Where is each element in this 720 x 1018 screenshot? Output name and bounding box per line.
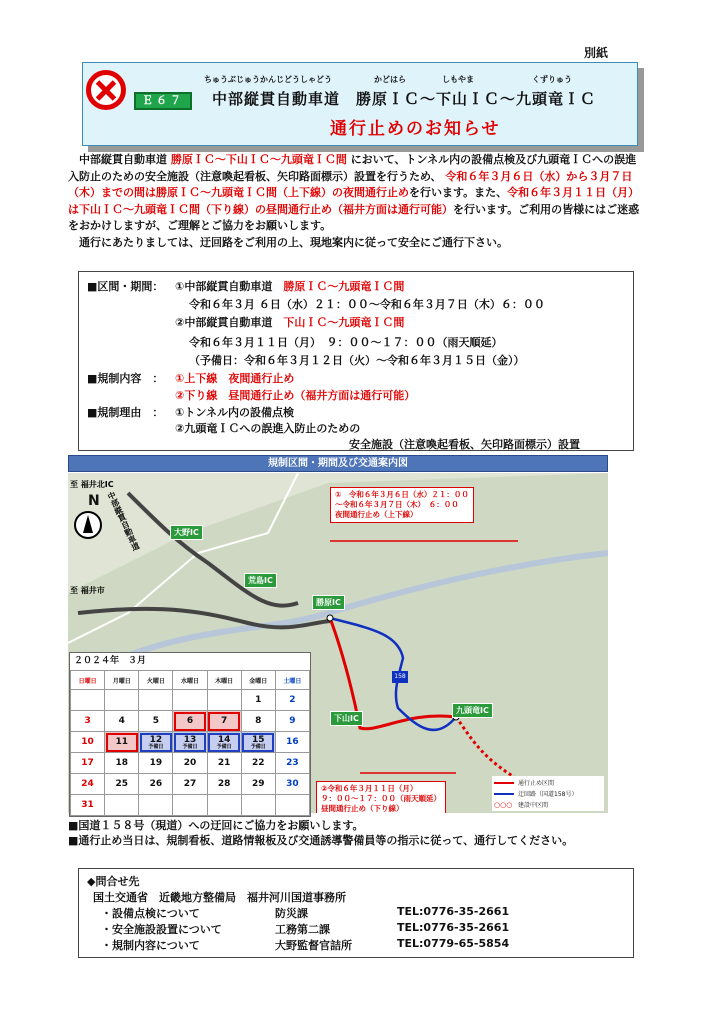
no-entry-icon [86, 70, 126, 110]
reason2: ②九頭竜ＩＣへの誤進入防止のための [175, 422, 361, 435]
cal-day-reserve [241, 732, 275, 753]
callout-1-line2: ～令和６年３月７日（木） ６：００ [335, 500, 459, 509]
callout-1-line3: 夜間通行止め（上下線） [335, 510, 418, 519]
north-arrow-icon [74, 511, 102, 539]
cal-day: 16 [275, 732, 309, 753]
cal-day [105, 690, 139, 711]
callout-1 [330, 487, 474, 523]
reserve-label: 予備日 [250, 743, 266, 750]
cal-day: 5 [139, 711, 173, 732]
cal-day [139, 690, 173, 711]
to-fukui-city: 至 福井市 [70, 586, 105, 595]
calendar [69, 652, 311, 817]
item2 [175, 314, 404, 330]
cal-day: 17 [71, 753, 105, 774]
intro-day-closure: 令和６年３月１１日（月）は下山ＩＣ～九頭竜ＩＣ間（下り線）の昼間通行止め（福井方面は通行可能） [68, 186, 640, 216]
cal-day: 22 [241, 753, 275, 774]
contact-org: 国土交通省 近畿地方整備局 福井河川国道事務所 [93, 891, 346, 904]
contact-tel: TEL:0776-35-2661 [397, 905, 510, 918]
cal-day-reserve [139, 732, 173, 753]
cal-day: 2 [275, 690, 309, 711]
ruby-route: ちゅうぶじゅうかんじどうしゃどう [204, 75, 332, 84]
notes [68, 818, 640, 848]
ic-katsuhara: 勝原IC [312, 595, 345, 610]
note-detour: ■国道１５８号（現道）への迂回にご協力をお願いします。 [68, 819, 364, 832]
legend-detour-swatch [494, 793, 514, 795]
weekday-mon: 月曜日 [105, 671, 139, 690]
cal-day: 20 [173, 753, 207, 774]
contact-topic: ・規制内容について [101, 939, 200, 952]
cal-day [139, 795, 173, 816]
legend-construction [494, 800, 602, 809]
cal-day: 23 [275, 753, 309, 774]
reason-label: ■規制理由 ： [87, 406, 164, 419]
cal-day: 4 [105, 711, 139, 732]
cal-day: 9 [275, 711, 309, 732]
cal-day [173, 795, 207, 816]
ruby-shimoyama: しもやま [442, 75, 474, 84]
cal-day-reserve [173, 732, 207, 753]
weekday-wed: 水曜日 [173, 671, 207, 690]
note-instructions: ■通行止め当日は、規制看板、道路情報板及び交通誘導警備員等の指示に従って、通行してください。 [68, 834, 574, 847]
contact-title: ◆問合せ先 [87, 875, 140, 888]
contact-dept: 防災課 [275, 907, 308, 920]
contact-tel: TEL:0779-65-5854 [397, 937, 510, 950]
content1: ①上下線 夜間通行止め [175, 372, 295, 385]
weekday-sat: 土曜日 [275, 671, 309, 690]
reserve-label: 予備日 [216, 743, 232, 750]
cal-day: 8 [241, 711, 275, 732]
cal-day: 18 [105, 753, 139, 774]
cal-day [241, 795, 275, 816]
contact-dept: 工務第二課 [275, 923, 330, 936]
item1 [175, 278, 404, 294]
section-label: ■区間・期間： [87, 280, 164, 293]
katsuhara-point [327, 615, 333, 621]
route-158-sign: 158 [392, 671, 408, 683]
ic-kuzuryu: 九頭竜IC [452, 703, 493, 718]
cal-day: 3 [71, 711, 105, 732]
info-box [78, 271, 634, 451]
callout-2-line2: ９：００～１７：００（雨天順延） [321, 794, 441, 803]
item2-date: 令和６年３月１１日（月） ９：００～１７：００（雨天順延） [189, 336, 503, 349]
callout-2-line3: 昼間通行止め（下り線） [321, 804, 404, 813]
north-arrow-label: N [88, 493, 100, 509]
cal-day-number: 13 [183, 734, 197, 745]
cal-day [173, 690, 207, 711]
cal-day [207, 795, 241, 816]
cal-day-day-closure: 11 [105, 732, 139, 753]
route-name: 中部縦貫自動車道 [105, 490, 142, 552]
cal-day: 30 [275, 774, 309, 795]
cal-day: 24 [71, 774, 105, 795]
weekday-tue: 火曜日 [139, 671, 173, 690]
reserve-label: 予備日 [148, 743, 164, 750]
item1-route: ①中部縦貫自動車道 [175, 280, 273, 293]
reason2b: 安全施設（注意喚起看板、矢印路面標示）設置 [349, 438, 580, 451]
cal-day: 1 [241, 690, 275, 711]
calendar-table [70, 670, 310, 816]
item1-date: 令和６年３月 ６日（水）２１：００～令和６年３月７日（木）６：００ [189, 298, 545, 311]
contact-box [78, 868, 634, 958]
cal-day-number: 15 [252, 734, 265, 745]
contact-topic: ・設備点検について [101, 907, 200, 920]
intro-apology: を行います。ご利用の皆様にはご迷惑をおかけしますが、ご理解とご協力をお願いします。 [68, 202, 640, 232]
ruby-kuzuryu: くずりゅう [532, 75, 572, 84]
cal-day: 29 [241, 774, 275, 795]
intro-section: 勝原ＩＣ～下山ＩＣ～九頭竜ＩＣ間 [170, 153, 347, 166]
weekday-fri: 金曜日 [241, 671, 275, 690]
cal-day [71, 690, 105, 711]
cal-day [275, 795, 309, 816]
legend-closure [494, 778, 602, 787]
cal-day: 25 [105, 774, 139, 795]
cal-day [105, 795, 139, 816]
contact-tel: TEL:0776-35-2661 [397, 921, 510, 934]
calendar-month: ２０２４年 ３月 [74, 656, 147, 666]
contact-dept: 大野監督官詰所 [275, 939, 352, 952]
cal-day-night-closure: 6 [173, 711, 207, 732]
ruby-kadohara: かどはら [374, 75, 406, 84]
header-title: 中部縦貫自動車道 勝原ＩＣ～下山ＩＣ～九頭竜ＩＣ [212, 90, 597, 108]
legend-detour-label: 迂回路（国道158号） [518, 791, 578, 798]
callout-2 [316, 781, 446, 813]
intro-purpose: において、トンネル内の設備点検及び九頭竜ＩＣへの誤進入防止のための安全施設（注意喚起看板、矢印路面標示）設置を行うため、 [68, 153, 637, 183]
map-legend [492, 776, 604, 811]
cal-day: 27 [173, 774, 207, 795]
weekday-thu: 木曜日 [207, 671, 241, 690]
cal-day: 21 [207, 753, 241, 774]
cal-day-reserve [207, 732, 241, 753]
cal-day-number: 14 [217, 734, 231, 745]
cal-day: 19 [139, 753, 173, 774]
header-subtitle: 通行止めのお知らせ [330, 119, 501, 139]
content2: ②下り線 昼間通行止め（福井方面は通行可能） [175, 389, 416, 402]
legend-closure-label: 通行止め区間 [518, 780, 555, 787]
reason1: ①トンネル内の設備点検 [175, 406, 294, 419]
to-fukui-kita: 至 福井北IC [70, 480, 114, 489]
cal-day: 31 [71, 795, 105, 816]
content-label: ■規制内容 ： [87, 372, 164, 385]
callout-1-line1: ① 令和６年３月６日（水）２１：００ [335, 490, 469, 499]
ic-ono: 大野IC [170, 525, 203, 540]
cal-day: 26 [139, 774, 173, 795]
legend-construction-swatch: ○○○ [494, 800, 513, 809]
intro-also: を行います。また、 [409, 186, 508, 199]
item2-route: ②中部縦貫自動車道 [175, 316, 273, 329]
route-badge: Ｅ６７ [134, 92, 192, 110]
annex-label: 別紙 [584, 46, 609, 60]
ic-arashima: 荒島IC [244, 573, 277, 588]
cal-day: 28 [207, 774, 241, 795]
contact-topic: ・安全施設設置について [101, 923, 222, 936]
legend-detour [494, 789, 602, 798]
legend-construction-label: 建設中区間 [518, 802, 549, 809]
cal-day-night-closure: 7 [207, 711, 241, 732]
legend-closure-swatch [494, 782, 514, 784]
intro-text [68, 152, 640, 251]
ic-shimoyama: 下山IC [330, 711, 363, 726]
cal-day-number: 12 [149, 734, 163, 745]
intro-night-closure: 令和６年３月６日（水）から３月７日（木）までの間は勝原ＩＣ～九頭竜ＩＣ間（上下線）の夜間通行止め [68, 169, 633, 199]
item2-reserve: （予備日：令和６年３月１２日（火）～令和６年３月１５日（金）） [189, 354, 525, 367]
intro-detour: 通行にあたりましては、迂回路をご利用の上、現地案内に従って安全にご通行下さい。 [79, 235, 508, 249]
item2-section: 下山ＩＣ～九頭竜ＩＣ間 [283, 316, 405, 329]
cal-day [207, 690, 241, 711]
weekday-sun: 日曜日 [71, 671, 105, 690]
intro-route: 中部縦貫自動車道 [79, 153, 167, 166]
item1-section: 勝原ＩＣ～九頭竜ＩＣ間 [283, 280, 405, 293]
cal-day: 10 [71, 732, 105, 753]
map-title: 規制区間・期間及び交通案内図 [68, 455, 608, 472]
reserve-label: 予備日 [182, 743, 198, 750]
callout-2-line1: ②令和６年３月１１日（月） [321, 784, 418, 793]
